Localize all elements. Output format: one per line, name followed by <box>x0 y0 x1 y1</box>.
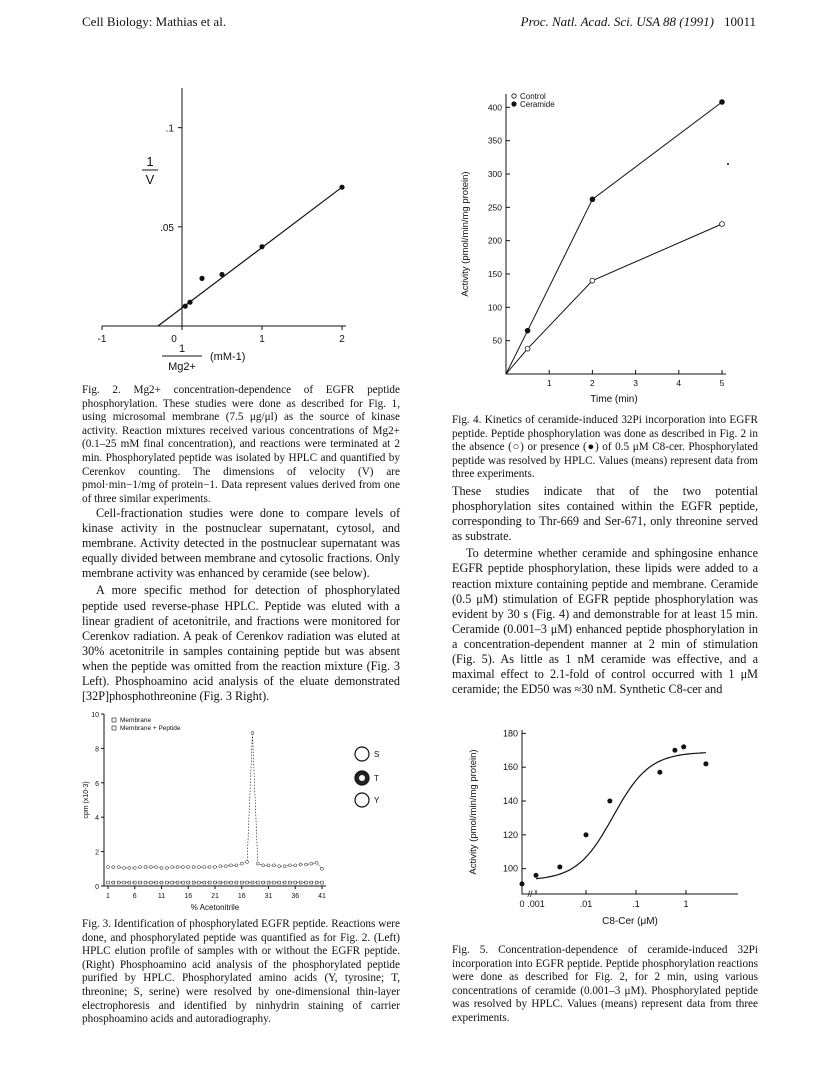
tlc-spot-label: T <box>374 774 379 783</box>
data-point-membrane-peptide <box>283 865 286 868</box>
xlabel-units: (mM-1) <box>210 351 246 363</box>
data-point-membrane-peptide <box>187 866 190 869</box>
data-point-membrane <box>182 881 185 884</box>
y-axis-label: Activity (pmol/min/mg protein) <box>460 171 471 297</box>
data-point-membrane-peptide <box>123 866 126 869</box>
data-point-membrane <box>139 881 142 884</box>
data-point <box>520 881 525 886</box>
x-tick-label: 0 <box>171 334 177 345</box>
data-point-membrane <box>214 881 217 884</box>
data-point-membrane <box>155 881 158 884</box>
data-point-membrane-peptide <box>181 866 184 869</box>
data-point-membrane <box>246 881 249 884</box>
data-point-membrane-peptide <box>128 866 131 869</box>
data-point-membrane-peptide <box>278 865 281 868</box>
x-tick-label: 4 <box>676 378 682 388</box>
x-tick-label: .001 <box>527 899 545 909</box>
data-point-membrane <box>251 881 254 884</box>
data-point-membrane <box>165 881 168 884</box>
legend-label: Membrane <box>120 717 152 724</box>
y-tick-label: 6 <box>95 780 99 788</box>
y-tick-label: 250 <box>487 202 502 213</box>
data-point-membrane <box>283 881 286 884</box>
data-point-membrane-peptide <box>321 867 324 870</box>
axis-frame <box>506 94 726 374</box>
data-point-membrane <box>123 881 126 884</box>
fig2-chart <box>82 50 402 380</box>
data-point <box>557 864 562 869</box>
x-tick-label: 36 <box>291 893 300 900</box>
data-point-membrane <box>107 881 110 884</box>
data-point-membrane <box>315 881 318 884</box>
axis-frame <box>104 714 326 886</box>
tlc-spot-label: S <box>374 750 380 759</box>
x-tick-label: 2 <box>590 378 595 388</box>
page-number: 10011 <box>723 14 756 29</box>
y-tick-label: 140 <box>502 796 518 807</box>
data-point-membrane-peptide <box>133 866 136 869</box>
right-paragraph-2: To determine whether ceramide and sphingosine enhance EGFR peptide phosphorylation, these lipids were added to a reaction mixture containing peptide and membrane. Ceramide (0.5 μM) stimulation of EGFR peptide phosphorylation was evident by 30 s (Fig. 4) and demonstrable for at least 15 min. Ceramide (0.001–3 μM) enhanced peptide phosphorylation in a concentration-dependent manner at 2 min of stimulation (Fig. 5). As little as 1 nM ceramide was effective, and a maximal effect to 2.1-fold of control occurred with 1 μM ceramide; the ED50 was ≈30 nM. Synthetic C8-cer and <box>452 546 758 697</box>
data-point-membrane-peptide <box>171 866 174 869</box>
x-tick-label: 3 <box>633 378 638 388</box>
x-tick-label: 16 <box>184 893 193 900</box>
data-point-membrane <box>192 881 195 884</box>
tlc-spot-center <box>359 775 365 781</box>
x-tick-label: 1 <box>683 899 689 909</box>
series-line <box>506 224 722 374</box>
data-point <box>657 770 662 775</box>
data-point-membrane-peptide <box>235 864 238 867</box>
data-point-ceramide <box>590 197 595 202</box>
left-paragraph-1: Cell-fractionation studies were done to compare levels of kinase activity in the postnuclear supernatant, cytosol, and membrane. Activity detected in the postnuclear supernatant was equally divided between membrane and cytosolic fractions. Only membrane activity was enhanced by ceramide (see below). <box>82 506 400 581</box>
data-point-membrane-peptide <box>107 866 110 869</box>
data-point-membrane <box>198 881 201 884</box>
x-tick-label: 21 <box>211 893 219 900</box>
legend-label: Control <box>520 92 546 101</box>
x-tick-label: 11 <box>157 893 166 900</box>
fit-curve <box>536 753 706 879</box>
data-point-membrane <box>230 881 233 884</box>
data-point-membrane <box>128 881 131 884</box>
x-axis-label: C8-Cer (μM) <box>602 916 658 927</box>
data-point-membrane <box>240 881 243 884</box>
data-point-membrane-peptide <box>224 865 227 868</box>
x-tick-label: 1 <box>106 893 110 900</box>
data-point-membrane-peptide <box>176 866 179 869</box>
y-tick-label: 160 <box>502 762 518 773</box>
x-tick-label: 1 <box>546 378 552 388</box>
x-axis-label: Time (min) <box>590 394 638 405</box>
data-point-membrane-peptide <box>117 866 120 869</box>
data-point-membrane <box>187 881 190 884</box>
fig4-caption: Fig. 4. Kinetics of ceramide-induced 32Pi incorporation into EGFR peptide. Peptide phosphorylation was done as described in Fig. 2 in the absence (○) or presence (●) of 0.5 μM C8-cer. Phosphorylated peptide was resolved by HPLC. Values (means) represent data from three experiments. <box>452 414 758 481</box>
fig5-chart <box>452 722 752 944</box>
data-point-membrane <box>267 881 270 884</box>
x-tick-label: .1 <box>632 899 640 909</box>
data-point-membrane <box>305 881 308 884</box>
data-point-membrane-peptide <box>214 866 217 869</box>
data-point-membrane <box>310 881 313 884</box>
y-tick-label: 100 <box>487 302 502 313</box>
data-point-membrane <box>160 881 163 884</box>
x-tick-label: 0 <box>519 899 525 909</box>
y-tick-label: 0 <box>95 884 99 891</box>
data-point-membrane-peptide <box>203 866 206 869</box>
y-tick-label: .1 <box>165 123 174 135</box>
right-paragraph-1: These studies indicate that of the two potential phosphorylation sites contained within the EGFR peptide, corresponding to Thr-669 and Ser-671, only threonine served as substrate. <box>452 484 758 544</box>
left-column-text <box>82 506 400 704</box>
tlc-spot <box>355 793 369 807</box>
fig3-chart <box>82 708 400 916</box>
y-tick-label: 100 <box>502 863 518 874</box>
x-tick-label: 41 <box>318 893 326 900</box>
data-point-membrane <box>224 881 227 884</box>
data-point <box>187 300 192 305</box>
data-point-membrane-peptide <box>155 866 158 869</box>
data-point-membrane <box>203 881 206 884</box>
data-point <box>199 276 204 281</box>
data-point <box>672 748 677 753</box>
data-point <box>339 185 344 190</box>
data-point-membrane <box>208 881 211 884</box>
x-tick-label: 31 <box>264 893 273 900</box>
data-point <box>219 272 224 277</box>
x-axis-label: % Acetonitrile <box>190 903 240 912</box>
data-point-membrane-peptide <box>272 864 275 867</box>
data-point-membrane-peptide <box>294 864 297 867</box>
data-point-membrane-peptide <box>240 862 243 865</box>
data-point-membrane <box>289 881 292 884</box>
data-point <box>584 832 589 837</box>
data-point-membrane-peptide <box>310 862 313 865</box>
y-tick-label: 180 <box>502 728 518 739</box>
data-point-membrane <box>278 881 281 884</box>
data-point-membrane-peptide <box>160 866 163 869</box>
y-axis-label: cpm (x10-3) <box>83 781 90 819</box>
tlc-spot-label: Y <box>374 796 380 805</box>
y-tick-label: 300 <box>487 169 502 179</box>
data-point-membrane-peptide <box>256 862 259 865</box>
data-point-membrane <box>219 881 222 884</box>
data-point-membrane <box>144 881 147 884</box>
y-tick-label: 10 <box>91 712 99 719</box>
data-point-membrane-peptide <box>288 864 291 867</box>
ylabel-numerator: 1 <box>146 154 154 169</box>
x-tick-label: 6 <box>132 893 137 900</box>
legend-marker <box>512 102 516 106</box>
data-point-membrane-peptide <box>149 866 152 869</box>
y-tick-label: 120 <box>502 829 518 840</box>
data-point-control <box>720 222 725 227</box>
data-point-membrane <box>262 881 265 884</box>
x-tick-label: -1 <box>97 334 107 345</box>
data-point-membrane-peptide <box>267 864 270 867</box>
data-point-membrane <box>117 881 120 884</box>
data-point-membrane <box>133 881 136 884</box>
stray-dot <box>727 163 729 165</box>
right-column-text <box>452 484 758 697</box>
legend-label: Membrane + Peptide <box>120 725 181 732</box>
data-point-membrane <box>176 881 179 884</box>
fig3-caption: Fig. 3. Identification of phosphorylated EGFR peptide. Reactions were done, and phosphorylated peptide was quantified as for Fig. 2. (Left) HPLC elution profile of samples with or without the EGFR peptide. (Right) Phosphoamino acid analysis of the phosphorylated peptide purified by HPLC. Phosphorylated amino acids (Y, tyrosine; T, threonine; S, serine) were resolved by one-dimensional thin-layer electrophoresis and identified by ninhydrin staining of carrier phosphoamino acids and autoradiography. <box>82 918 400 1026</box>
axis-break: // <box>527 889 533 899</box>
y-tick-label: 400 <box>487 102 502 113</box>
data-point-membrane-peptide <box>262 864 265 867</box>
legend-marker <box>112 718 116 722</box>
legend-marker <box>112 726 116 730</box>
xlabel-denominator: Mg2+ <box>168 361 196 373</box>
data-point-membrane-peptide <box>230 864 233 867</box>
ylabel-denominator: V <box>145 172 155 187</box>
data-point-membrane-peptide <box>299 863 302 866</box>
data-point <box>259 244 264 249</box>
y-tick-label: 200 <box>487 235 502 246</box>
data-point-membrane-peptide <box>144 866 147 869</box>
y-tick-label: 4 <box>95 815 99 823</box>
x-tick-label: 5 <box>719 378 725 388</box>
data-point <box>183 304 188 309</box>
data-point-membrane-peptide <box>246 860 249 863</box>
data-point-membrane-peptide <box>139 866 142 869</box>
data-point-membrane-peptide <box>304 863 307 866</box>
x-tick-label: 16 <box>237 893 246 900</box>
data-point-membrane <box>321 881 324 884</box>
xlabel-numerator: 1 <box>178 343 186 355</box>
data-point <box>534 873 539 878</box>
left-paragraph-2: A more specific method for detection of phosphorylated peptide used reverse-phase HPLC. Peptide was eluted with a linear gradient of acetonitrile, and fractions were monitored for Cerenkov radiation. A peak of Cerenkov radiation was eluted at 30% acetonitrile in samples containing peptide but was absent when the peptide was omitted from the reaction mixture (Fig. 3 Left). Phosphoamino acid analysis of the eluate demonstrated [32P]phosphothreonine (Fig. 3 Right). <box>82 583 400 704</box>
data-point-membrane <box>171 881 174 884</box>
axis-frame <box>522 730 738 894</box>
data-point-membrane <box>299 881 302 884</box>
data-point-membrane <box>235 881 238 884</box>
data-point-control <box>590 278 595 283</box>
data-point-membrane-peptide <box>315 861 318 864</box>
data-point-membrane <box>272 881 275 884</box>
y-tick-label: 8 <box>95 746 99 754</box>
y-tick-label: .05 <box>160 222 174 234</box>
data-point-membrane <box>112 881 115 884</box>
running-header-left: Cell Biology: Mathias et al. <box>82 14 227 29</box>
fig4-chart <box>452 84 742 414</box>
data-point-membrane-peptide <box>197 866 200 869</box>
data-point-membrane-peptide <box>112 866 115 869</box>
y-axis-label: Activity (pmol/min/mg protein) <box>468 749 479 875</box>
y-tick-label: 350 <box>487 135 502 146</box>
y-tick-label: 150 <box>487 269 502 279</box>
data-point-membrane-peptide <box>192 866 195 869</box>
legend-marker <box>512 94 516 98</box>
data-point <box>607 799 612 804</box>
journal-citation: Proc. Natl. Acad. Sci. USA 88 (1991) <box>520 14 714 29</box>
data-point-membrane <box>256 881 259 884</box>
data-point-membrane <box>294 881 297 884</box>
data-point-membrane-peptide <box>251 731 254 734</box>
fig5-caption: Fig. 5. Concentration-dependence of ceramide-induced 32Pi incorporation into EGFR peptide. Peptide phosphorylation reactions were done as described for Fig. 2, for 2 min, using various concentrations of ceramide (0.001–3 μM). Phosphorylated peptide was resolved by HPLC. Values (means) represent data from three experiments. <box>452 944 758 1024</box>
legend-label: Ceramide <box>520 100 555 109</box>
y-tick-label: 2 <box>95 849 99 857</box>
tlc-spot <box>355 747 369 761</box>
x-tick-label: .01 <box>579 899 593 909</box>
data-point-membrane <box>149 881 152 884</box>
data-point-membrane-peptide <box>219 865 222 868</box>
data-point-control <box>525 346 530 351</box>
y-tick-label: 50 <box>492 335 502 346</box>
fig2-caption: Fig. 2. Mg2+ concentration-dependence of EGFR peptide phosphorylation. These studies were done as described for Fig. 1, using microsomal membrane (7.5 μg/μl) as the source of kinase activity. Reaction mixtures received various concentrations of Mg2+ (0.1–25 mM final concentration), and reactions were terminated at 2 min. Phosphorylated peptide was isolated by HPLC and quantified by Cerenkov counting. The dimensions of velocity (V) are pmol·min−1/mg of protein−1. Data represent values derived from one of three similar experiments. <box>82 384 400 505</box>
running-header-right <box>521 14 756 30</box>
x-tick-label: 1 <box>259 334 265 345</box>
series-line <box>108 733 322 869</box>
data-point-ceramide <box>525 328 530 333</box>
data-point <box>703 761 708 766</box>
data-point-ceramide <box>720 100 725 105</box>
data-point-membrane-peptide <box>165 866 168 869</box>
data-point-membrane-peptide <box>208 866 211 869</box>
x-tick-label: 2 <box>339 334 345 345</box>
data-point <box>681 744 686 749</box>
